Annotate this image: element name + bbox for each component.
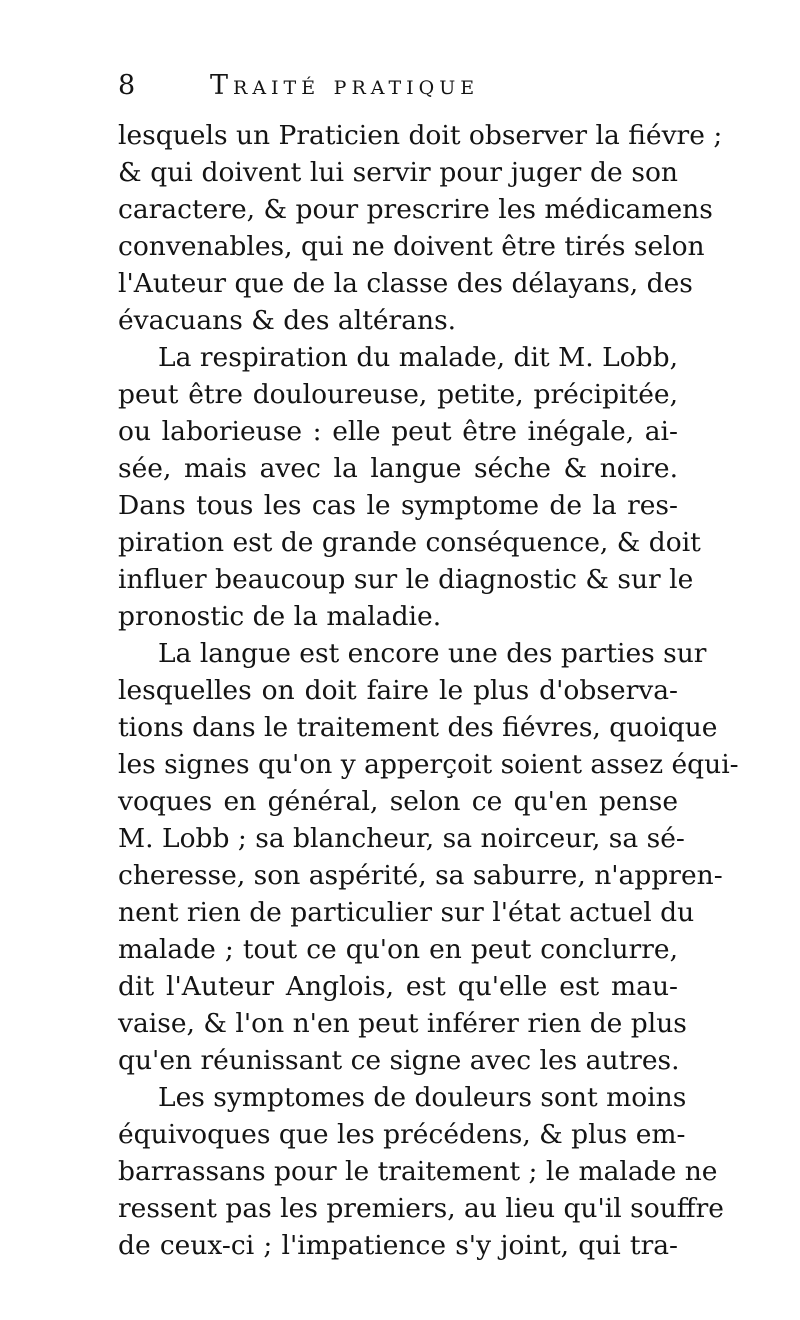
text-line: piration est de grande conséquence, & doit [118,527,701,558]
text-line: & qui doivent lui servir pour juger de son [118,157,678,188]
text-line: La respiration du malade, dit M. Lobb, [158,342,678,373]
text-line: pronostic de la maladie. [118,601,442,632]
text-line: convenables, qui ne doivent être tirés selon [118,231,705,262]
text-line: évacuans & des altérans. [118,305,457,336]
text-line: lesquelles on doit faire le plus d'observa- [118,675,678,706]
text-line: de ceux-ci ; l'impatience s'y joint, qui tra- [118,1230,678,1261]
text-line: ou laborieuse : elle peut être inégale, ai- [118,416,678,447]
text-line: l'Auteur que de la classe des délayans, des [118,268,693,299]
text-line: M. Lobb ; sa blancheur, sa noirceur, sa sé- [118,823,685,854]
text-line: barrassans pour le traitement ; le malade ne [118,1156,718,1187]
text-line: influer beaucoup sur le diagnostic & sur le [118,564,694,595]
text-line: Les symptomes de douleurs sont moins [158,1082,687,1113]
text-line: peut être douloureuse, petite, précipitée, [118,379,678,410]
text-line: tions dans le traitement des fiévres, quoique [118,712,718,743]
text-line: lesquels un Praticien doit observer la fiévre ; [118,120,723,151]
text-line: les signes qu'on y apperçoit soient assez équi- [118,749,739,780]
page-number: 8 [118,70,141,101]
running-title: Traité pratique [210,70,480,101]
text-line: malade ; tout ce qu'on en peut conclurre, [118,934,678,965]
text-line: qu'en réunissant ce signe avec les autres. [118,1045,680,1076]
text-line: dit l'Auteur Anglois, est qu'elle est mau- [118,971,678,1002]
text-line: cheresse, son aspérité, sa saburre, n'appren- [118,860,723,891]
text-line: La langue est encore une des parties sur [158,638,707,669]
text-line: équivoques que les précédens, & plus em- [118,1119,686,1150]
text-line: sée, mais avec la langue séche & noire. [118,453,678,484]
text-line: caractere, & pour prescrire les médicamens [118,194,713,225]
text-line: ressent pas les premiers, au lieu qu'il souffre [118,1193,724,1224]
text-line: voques en général, selon ce qu'en pense [118,786,678,817]
text-line: vaise, & l'on n'en peut inférer rien de plus [118,1008,687,1039]
text-line: Dans tous les cas le symptome de la res- [118,490,678,521]
running-head [118,70,618,110]
text-line: nent rien de particulier sur l'état actuel du [118,897,695,928]
